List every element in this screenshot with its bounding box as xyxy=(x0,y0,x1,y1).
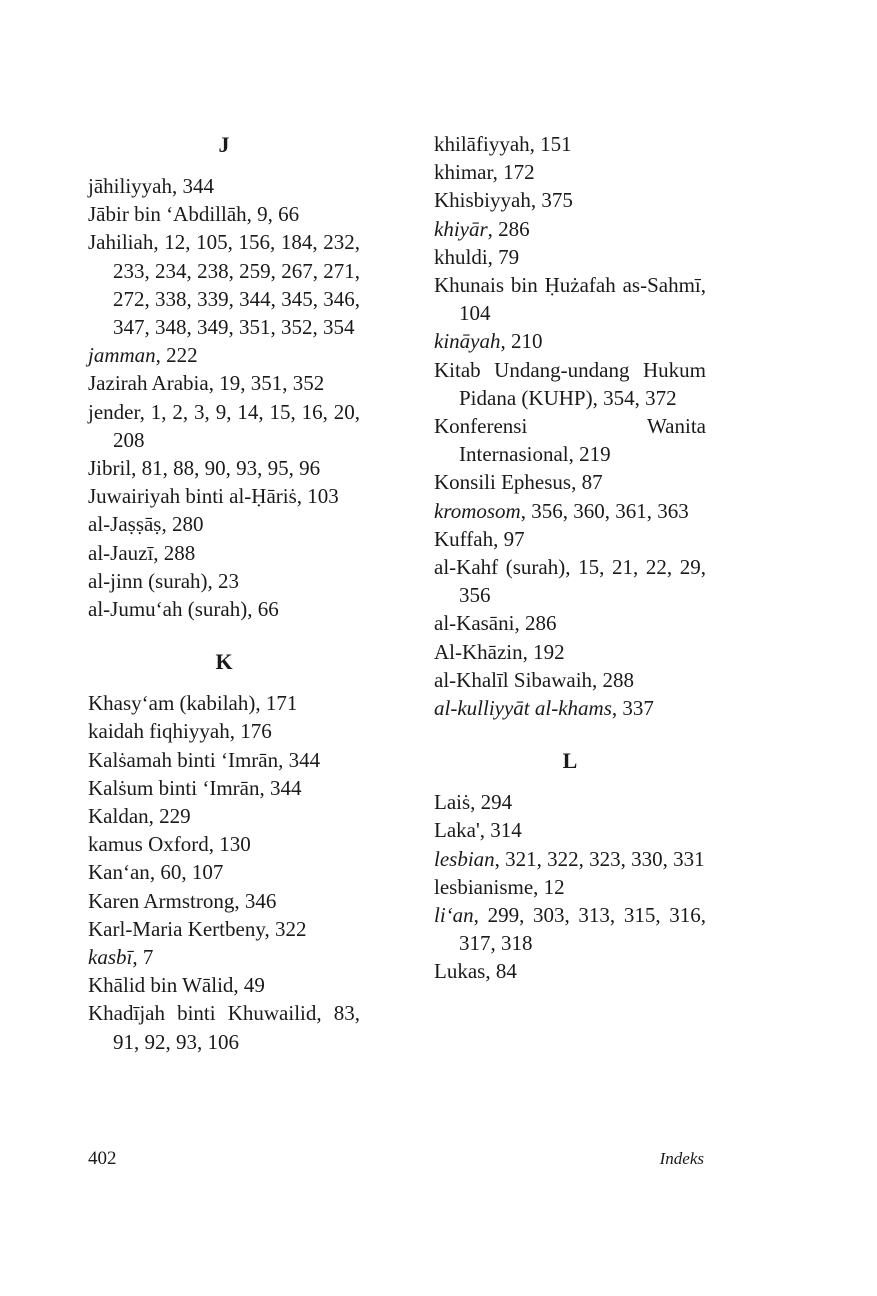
index-page-refs: , 294 xyxy=(470,790,513,815)
index-term: al-Khalīl Sibawaih xyxy=(434,667,593,692)
index-page-refs: , 19, 351, 352 xyxy=(208,371,325,396)
index-entry xyxy=(88,482,360,510)
index-page-refs: , 151 xyxy=(529,132,572,156)
index-entry xyxy=(434,356,706,412)
index-page-refs: , 7 xyxy=(132,945,154,970)
section-heading: K xyxy=(215,649,233,675)
index-page-refs: , 346 xyxy=(234,888,277,913)
index-term: khuldi xyxy=(434,244,488,269)
index-entry xyxy=(434,525,706,553)
index-entry xyxy=(434,130,706,158)
index-term: Khadījah binti Khuwailid xyxy=(88,1001,317,1026)
index-term: Jābir bin ‘Abdillāh xyxy=(88,202,247,227)
index-page-refs: , 337 xyxy=(611,696,654,721)
index-page-refs: , 97 xyxy=(493,526,525,551)
index-page-refs: , 354, 372 xyxy=(592,385,677,410)
index-term: khilāfiyyah xyxy=(434,132,530,156)
index-page-refs: , 229 xyxy=(148,804,191,829)
index-page-refs: , 288 xyxy=(592,667,635,692)
section-heading: L xyxy=(562,748,578,774)
index-term: Laiṡ xyxy=(434,790,471,815)
index-entry xyxy=(88,228,360,341)
index-term: kasbī xyxy=(88,945,133,970)
index-term: Kan‘an xyxy=(88,860,150,885)
index-term: Konsili Ephesus xyxy=(434,470,572,495)
index-term: Kalṡamah binti ‘Imrān xyxy=(88,747,279,772)
index-entry xyxy=(434,845,706,873)
index-page-refs: , 288 xyxy=(153,540,196,565)
index-entry xyxy=(434,158,706,186)
index-entry xyxy=(88,915,360,943)
index-page-refs: , 15, 21, 22, 29, 356 xyxy=(459,555,706,608)
index-entry xyxy=(434,788,706,816)
index-term: khimar xyxy=(434,160,493,185)
index-term: al-kulliyyāt al-khams xyxy=(434,696,612,721)
index-page-refs: , 192 xyxy=(522,639,565,664)
index-page-refs: , 222 xyxy=(155,343,198,368)
index-entry xyxy=(434,609,706,637)
index-page-refs: , 171 xyxy=(255,691,298,716)
index-entry xyxy=(88,774,360,802)
index-entry xyxy=(88,454,360,482)
index-page-refs: , 84 xyxy=(485,959,517,984)
index-entry xyxy=(88,172,360,200)
index-entry xyxy=(434,215,706,243)
index-term: Konferensi Wanita Internasional xyxy=(434,414,706,467)
index-entry xyxy=(434,186,706,214)
index-entry xyxy=(88,200,360,228)
index-term: Kitab Undang-undang Hukum Pidana (KUHP) xyxy=(434,357,706,410)
index-entry xyxy=(88,369,360,397)
index-term: kināyah xyxy=(434,329,501,354)
index-entry xyxy=(434,694,706,722)
index-page-refs: , 210 xyxy=(500,329,543,354)
index-page-refs: , 49 xyxy=(233,973,265,998)
index-term: Khasy‘am (kabilah) xyxy=(88,691,256,716)
index-entry xyxy=(88,858,360,886)
index-page-refs: , 1, 2, 3, 9, 14, 15, 16, 20, 208 xyxy=(113,399,360,452)
index-term: Kalṡum binti ‘Imrān xyxy=(88,775,260,800)
page-number: 402 xyxy=(88,1148,117,1169)
index-page-refs: , 356, 360, 361, 363 xyxy=(520,498,689,523)
index-term: lesbianisme xyxy=(434,874,534,899)
index-page-refs: , 104 xyxy=(459,273,706,326)
index-page-refs: , 87 xyxy=(571,470,603,495)
index-entry xyxy=(88,717,360,745)
index-entry xyxy=(88,943,360,971)
index-term: Khunais bin Ḥużafah as-Sahmī xyxy=(434,273,701,298)
index-page-refs: , 60, 107 xyxy=(149,860,224,885)
index-entry xyxy=(88,887,360,915)
index-entry xyxy=(88,510,360,538)
index-term: Jazirah Arabia xyxy=(88,371,209,396)
index-term: jāhiliyyah xyxy=(88,174,172,198)
index-term: kamus Oxford xyxy=(88,832,209,857)
index-entry xyxy=(88,341,360,369)
index-term: kromosom xyxy=(434,498,521,523)
index-entry xyxy=(434,816,706,844)
index-page-refs: , 286 xyxy=(514,611,557,636)
index-page-refs: , 172 xyxy=(492,160,535,185)
index-term: Karen Armstrong xyxy=(88,888,235,913)
index-term: Kaldan xyxy=(88,804,149,829)
index-term: Karl-Maria Kertbeny xyxy=(88,916,265,941)
index-page-refs: , 344 xyxy=(278,747,321,772)
section-heading: J xyxy=(218,132,230,157)
index-page-refs: , 286 xyxy=(487,216,530,241)
index-term: Laka' xyxy=(434,818,480,843)
index-entry xyxy=(88,539,360,567)
index-term: jamman xyxy=(88,343,156,368)
index-page-refs: , 176 xyxy=(229,719,272,744)
index-entry xyxy=(88,999,360,1055)
index-entry xyxy=(434,638,706,666)
index-term: Al-Khāzin xyxy=(434,639,523,664)
index-entry xyxy=(434,553,706,609)
index-term: kaidah fiqhiyyah xyxy=(88,719,230,744)
index-entry xyxy=(434,497,706,525)
index-term: khiyār xyxy=(434,216,488,241)
index-term: al-jinn (surah) xyxy=(88,568,208,593)
index-entry xyxy=(434,957,706,985)
index-entry xyxy=(88,830,360,858)
index-term: Khisbiyyah xyxy=(434,188,531,213)
index-entry xyxy=(434,243,706,271)
index-page-refs: , 103 xyxy=(296,484,339,509)
index-page-refs: , 299, 303, 313, 315, 316, 317, 318 xyxy=(459,903,706,956)
index-entry xyxy=(88,802,360,830)
index-term: al-Kahf (surah) xyxy=(434,555,566,580)
index-entry xyxy=(88,567,360,595)
index-term: al-Jumu‘ah (surah) xyxy=(88,597,248,622)
index-entry xyxy=(434,271,706,327)
index-term: Jahiliah xyxy=(88,230,154,255)
index-page-refs: , 81, 88, 90, 93, 95, 96 xyxy=(131,456,321,481)
index-entry xyxy=(434,901,706,957)
index-term: al-Jauzī xyxy=(88,540,154,565)
index-entry xyxy=(434,873,706,901)
index-page-refs: , 314 xyxy=(479,818,522,843)
index-page-refs: , 321, 322, 323, 330, 331 xyxy=(494,846,705,871)
index-page-refs: , 23 xyxy=(207,568,240,593)
index-page-refs: , 12 xyxy=(533,874,565,899)
right-column xyxy=(434,130,706,986)
index-term: Khālid bin Wālid xyxy=(88,973,234,998)
index-term: Lukas xyxy=(434,959,486,984)
index-page-refs: , 9, 66 xyxy=(246,202,300,227)
index-page-refs: , 66 xyxy=(247,597,279,622)
index-entry xyxy=(88,595,360,623)
index-term: li‘an xyxy=(434,903,474,928)
running-title: Indeks xyxy=(659,1149,704,1168)
index-page-refs: , 280 xyxy=(161,512,204,537)
left-column xyxy=(88,130,360,1056)
index-term: al-Kasāni xyxy=(434,611,515,636)
index-term: al-Jaṣṣāṣ xyxy=(88,512,162,537)
index-page-refs: , 344 xyxy=(259,775,302,800)
index-entry xyxy=(88,689,360,717)
index-page-refs: , 219 xyxy=(568,442,611,467)
index-page-refs: , 375 xyxy=(530,188,573,213)
index-entry xyxy=(88,971,360,999)
index-page-refs: , 12, 105, 156, 184, 232, 233, 234, 238, 259, 267, 271, 272, 338, 339, 344, 345, 346, 347, 348, 349, 351, 352, 354 xyxy=(113,230,360,340)
index-page-refs: , 130 xyxy=(208,832,251,857)
index-page-refs: , 344 xyxy=(171,174,214,198)
index-entry xyxy=(434,666,706,694)
index-entry xyxy=(434,327,706,355)
index-page-refs: , 79 xyxy=(487,244,520,269)
index-page-refs: , 83, 91, 92, 93, 106 xyxy=(113,1001,360,1054)
index-term: lesbian xyxy=(434,846,495,871)
index-entry xyxy=(88,398,360,454)
index-term: Jibril xyxy=(88,456,132,481)
index-entry xyxy=(434,468,706,496)
index-entry xyxy=(434,412,706,468)
index-term: Kuffah xyxy=(434,526,494,551)
index-entry xyxy=(88,746,360,774)
index-term: Juwairiyah binti al-Ḥāriṡ xyxy=(88,484,297,509)
index-page-refs: , 322 xyxy=(264,916,307,941)
index-term: jender xyxy=(88,399,140,424)
